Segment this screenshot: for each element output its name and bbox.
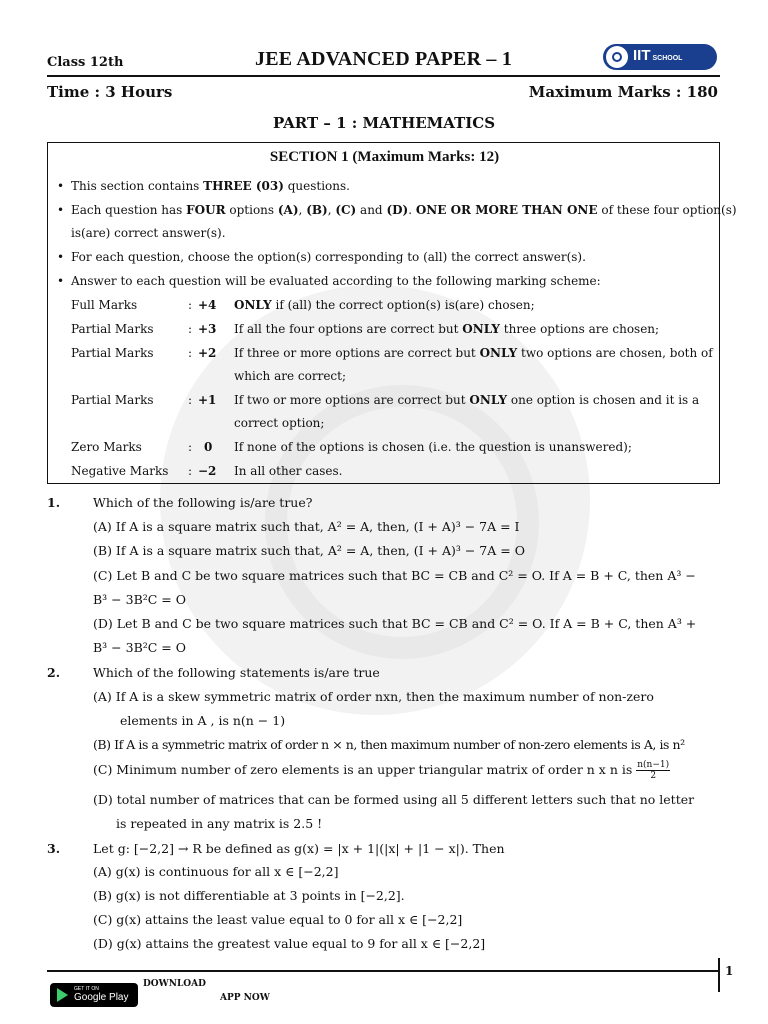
instruction-bullet: • Each question has FOUR options (A), (B), (C) and (D). ONE OR MORE THAN ONE of these four option(s) — [57, 203, 737, 217]
instruction-bullet: • For each question, choose the option(s) corresponding to (all) the correct answer(s). — [57, 250, 586, 264]
option-a: (A) If A is a square matrix such that, A² = A, then, (I + A)³ − 7A = I — [93, 519, 520, 534]
logo-emblem-icon — [606, 46, 628, 68]
scheme-label: Partial Marks — [71, 346, 154, 360]
footer-divider — [47, 970, 720, 972]
option-a-cont: elements in A , is n(n − 1) — [120, 713, 286, 728]
scheme-value: −2 — [198, 464, 217, 478]
scheme-value: +3 — [198, 322, 217, 336]
question-number: 3. — [47, 841, 61, 856]
option-c: (C) Minimum number of zero elements is an upper triangular matrix of order n x n is $\frac{n(n-1)}{2}$ — [93, 760, 670, 781]
time-label: Time : 3 Hours — [47, 83, 173, 101]
option-c-cont: B³ − 3B²C = O — [93, 592, 186, 607]
option-d: (D) total number of matrices that can be formed using all 5 different letters such that no letter — [93, 792, 695, 807]
option-a: (A) If A is a skew symmetric matrix of order nxn, then the maximum number of non-zero — [93, 689, 654, 704]
question-number: 2. — [47, 665, 61, 680]
scheme-label: Partial Marks — [71, 393, 154, 407]
question-stem: Which of the following is/are true? — [93, 495, 313, 510]
option-d-cont: B³ − 3B²C = O — [93, 640, 186, 655]
option-b: (B) g(x) is not differentiable at 3 points in [−2,2]. — [93, 888, 405, 903]
footer-tick — [718, 958, 720, 992]
app-now-label: APP NOW — [220, 993, 270, 1003]
google-play-badge[interactable]: GET IT ON Google Play — [50, 983, 138, 1007]
instruction-bullet: • This section contains THREE (03) questions. — [57, 179, 350, 193]
scheme-label: Partial Marks — [71, 322, 154, 336]
instruction-bullet: • Answer to each question will be evaluated according to the following marking scheme: — [57, 274, 601, 288]
iit-school-logo: IIT SCHOOL — [603, 44, 717, 70]
scheme-label: Negative Marks — [71, 464, 169, 478]
scheme-value: +1 — [198, 393, 217, 407]
paper-title: JEE ADVANCED PAPER – 1 — [255, 48, 513, 70]
scheme-desc: If all the four options are correct but ONLY three options are chosen; — [234, 322, 660, 336]
download-label: DOWNLOAD — [143, 979, 206, 989]
question-stem: Let g: [−2,2] → R be defined as g(x) = |x + 1|(|x| + |1 − x|). Then — [93, 841, 505, 856]
fraction: $\frac{n(n-1)}{2}$ — [637, 760, 670, 781]
scheme-value: 0 — [204, 440, 213, 454]
page-number: 1 — [725, 964, 734, 978]
max-marks-label: Maximum Marks : 180 — [528, 83, 718, 101]
option-d: (D) g(x) attains the greatest value equal to 9 for all x ∈ [−2,2] — [93, 936, 486, 951]
instruction-line: is(are) correct answer(s). — [71, 226, 226, 240]
scheme-label: Full Marks — [71, 298, 138, 312]
scheme-desc: correct option; — [234, 416, 325, 430]
question-stem: Which of the following statements is/are true — [93, 665, 380, 680]
scheme-desc: which are correct; — [234, 369, 347, 383]
scheme-desc: If three or more options are correct but ONLY two options are chosen, both of — [234, 346, 713, 360]
option-c: (C) Let B and C be two square matrices such that BC = CB and C² = O. If A = B + C, then A³ − — [93, 568, 696, 583]
option-b: (B) If A is a symmetric matrix of order n × n, then maximum number of non-zero elements is A, is n² — [93, 737, 685, 752]
scheme-value: +2 — [198, 346, 217, 360]
section-instructions-box: SECTION 1 (Maximum Marks: 12) • This section contains THREE (03) questions. • Each question has FOUR options (A), (B), (C) and (D). ONE OR MORE THAN ONE of these four option(s) is(are) correct answer(s). • For each question, choose the option(s) corresponding to (all) the correct answer(s). • Answer to each question will be evaluated according to the following marking scheme: Full Marks : +4 ONLY if (all) the correct option(s) is(are) chosen; Partial Marks : +3 If all the four options are correct but ONLY three options are chosen; Partial Marks : +2 If three or more options are correct but ONLY two options are chosen, both of which are correct; Partial Marks : +1 If two or more options are correct but ONLY one option is chosen and it is a correct option; Zero Marks : 0 If none of the options is chosen (i.e. the question is unanswered); Negative Marks : −2 In all other cases. — [47, 142, 720, 484]
part-heading: PART – 1 : MATHEMATICS — [272, 114, 496, 132]
play-store-icon — [57, 988, 68, 1002]
option-d-cont: is repeated in any matrix is 2.5 ! — [116, 816, 323, 831]
class-label: Class 12th — [47, 55, 124, 70]
scheme-desc: In all other cases. — [234, 464, 343, 478]
option-c: (C) g(x) attains the least value equal to 0 for all x ∈ [−2,2] — [93, 912, 463, 927]
section-title: SECTION 1 (Maximum Marks: 12) — [269, 149, 500, 165]
header-divider — [47, 75, 720, 77]
option-a: (A) g(x) is continuous for all x ∈ [−2,2] — [93, 864, 339, 879]
scheme-desc: If two or more options are correct but ONLY one option is chosen and it is a — [234, 393, 700, 407]
scheme-desc: ONLY if (all) the correct option(s) is(are) chosen; — [234, 298, 535, 312]
scheme-desc: If none of the options is chosen (i.e. the question is unanswered); — [234, 440, 632, 454]
option-d: (D) Let B and C be two square matrices such that BC = CB and C² = O. If A = B + C, then A³ + — [93, 616, 697, 631]
option-b: (B) If A is a square matrix such that, A² = A, then, (I + A)³ − 7A = O — [93, 543, 525, 558]
scheme-value: +4 — [198, 298, 217, 312]
question-number: 1. — [47, 495, 61, 510]
scheme-label: Zero Marks — [71, 440, 142, 454]
